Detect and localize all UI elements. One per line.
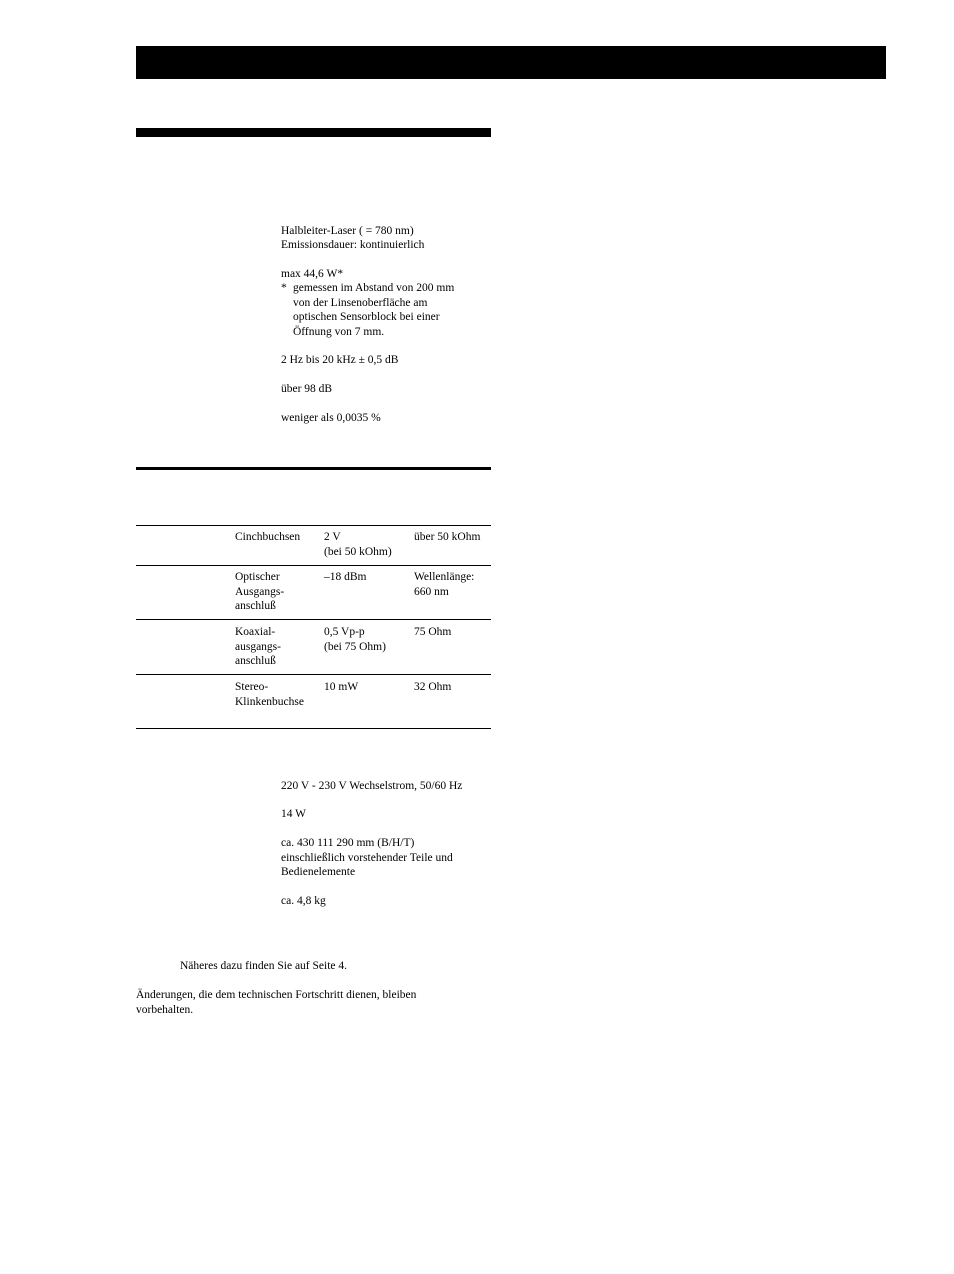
cell-line: Cinchbuchsen [235,531,301,543]
table-cell-connector [235,680,304,709]
table-cell-level [324,625,386,654]
cell-line: 75 Ohm [414,626,452,638]
weight: ca. 4,8 kg [281,895,326,907]
cell-line: ausgangs- [235,640,281,653]
cell-line: über 50 kOhm [414,531,481,543]
power-consumption: 14 W [281,808,307,820]
disclaimer-line: vorbehalten. [136,1003,194,1016]
cell-line: Wellenlänge: [414,571,475,583]
table-cell-load [414,570,474,599]
cell-line: Stereo- [235,681,269,693]
cell-line: anschluß [235,655,276,667]
cell-line: Optischer [235,571,280,583]
table-rule [136,565,491,566]
footnote-line: von der Linsenoberfläche am [293,296,428,309]
footnote-line: Öffnung von 7 mm. [293,325,385,338]
table-cell-level [324,530,392,559]
cell-line: (bei 50 kOhm) [324,545,392,558]
laser-power: max 44,6 W* [281,268,344,280]
footnote-line: optischen Sensorblock bei einer [293,311,440,323]
footnote-mark: * [281,282,287,294]
dimensions [281,836,453,880]
table-cell-level [324,680,358,695]
header-bar [136,46,886,79]
cell-line: 32 Ohm [414,681,452,693]
signal-to-noise: über 98 dB [281,383,333,395]
disclaimer-line: Änderungen, die dem technischen Fortschritt dienen, bleiben [136,989,417,1001]
table-cell-load [414,680,451,695]
table-cell-load [414,625,451,640]
laser-type: Halbleiter-Laser ( = 780 nm) [281,225,414,237]
power-supply: 220 V - 230 V Wechselstrom, 50/60 Hz [281,780,463,792]
cell-line: –18 dBm [324,571,367,583]
cell-line: Klinkenbuchse [235,695,304,708]
table-cell-load [414,530,480,545]
dimensions-line: ca. 430 111 290 mm (B/H/T) [281,837,415,849]
cell-line: anschluß [235,600,276,612]
cell-line: 660 nm [414,585,449,598]
table-cell-connector [235,570,284,614]
laser-emission: Emissionsdauer: kontinuierlich [281,239,425,251]
dimensions-line: einschließlich vorstehender Teile und [281,851,453,864]
cell-line: 0,5 Vp-p [324,626,365,638]
cell-line: 10 mW [324,681,359,693]
cell-line: (bei 75 Ohm) [324,640,386,653]
table-cell-connector [235,625,281,669]
cell-line: 2 V [324,531,341,543]
table-rule [136,619,491,620]
laser-footnote [281,281,454,339]
disclaimer [136,988,416,1017]
frequency-response: 2 Hz bis 20 kHz ± 0,5 dB [281,354,399,366]
table-cell-connector [235,530,300,545]
page-reference: Näheres dazu finden Sie auf Seite 4. [180,960,348,972]
table-rule [136,525,491,526]
section-rule-player [136,128,491,137]
dimensions-line: Bedienelemente [281,866,356,878]
footnote-line: gemessen im Abstand von 200 mm [293,282,455,294]
table-rule [136,728,491,729]
table-cell-level [324,570,367,585]
section-rule-outputs [136,467,491,470]
cell-line: Koaxial- [235,626,276,638]
cell-line: Ausgangs- [235,585,285,598]
table-rule [136,674,491,675]
harmonic-distortion: weniger als 0,0035 % [281,412,381,424]
